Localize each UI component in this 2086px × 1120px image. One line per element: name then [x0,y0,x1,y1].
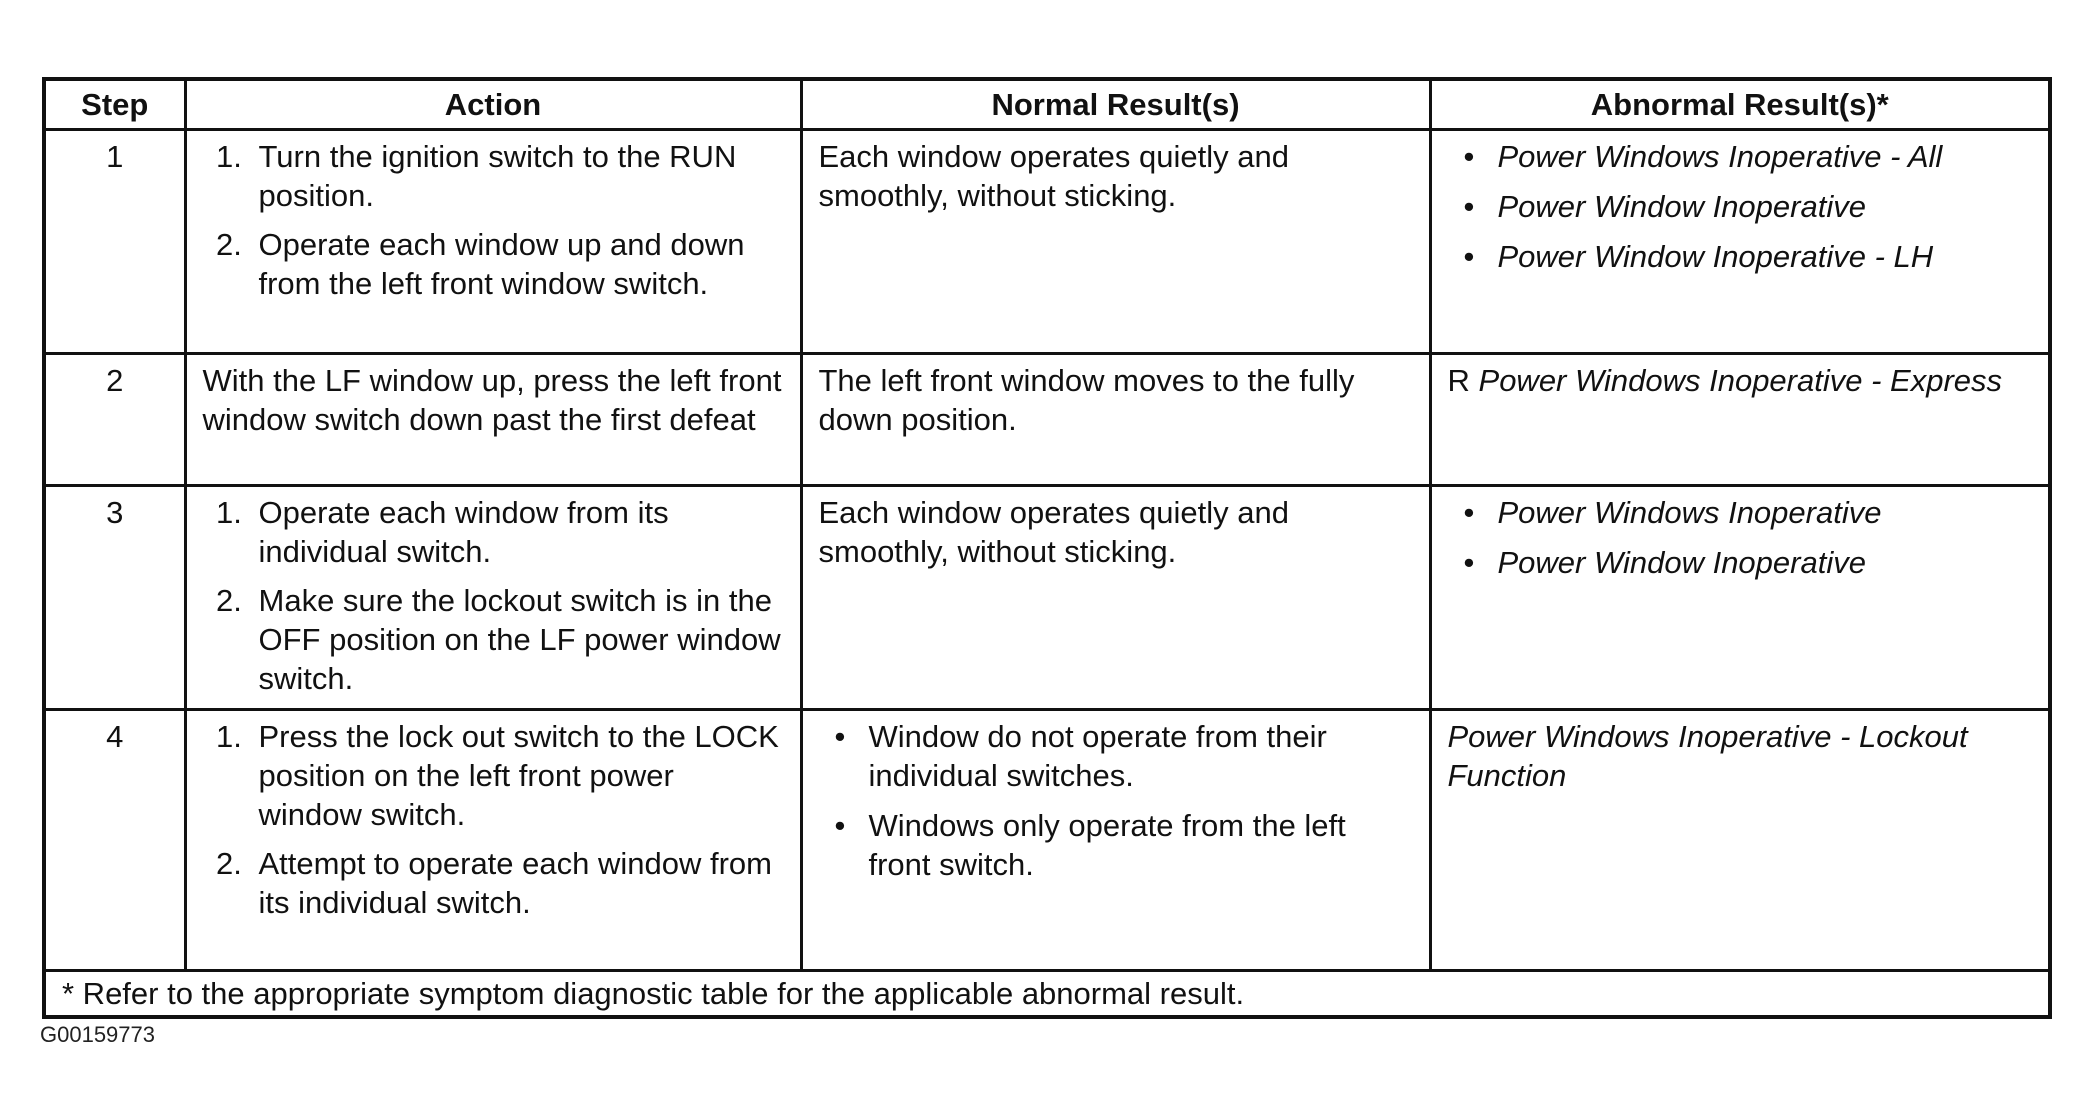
action-item: 2. Operate each window up and down from the left front window switch. [251,225,784,303]
header-step: Step [44,79,185,130]
diagnostic-table [42,77,2052,1019]
normal-result-cell [801,710,1430,971]
step-number: 1 [44,130,185,354]
step-number: 3 [44,486,185,710]
action-list [203,493,784,698]
abnormal-link[interactable]: • Power Window Inoperative [1498,543,2033,582]
action-cell [185,486,801,710]
header-action: Action [185,79,801,130]
action-cell [185,710,801,971]
abnormal-result-cell [1430,130,2050,354]
table-row [44,710,2050,971]
table-row [44,354,2050,486]
figure-id: G00159773 [40,1022,155,1047]
footnote: * Refer to the appropriate symptom diagnostic table for the applicable abnormal result. [44,971,2050,1018]
abnormal-result-cell [1430,486,2050,710]
action-item: 1. Press the lock out switch to the LOCK position on the left front power window switch. [251,717,784,834]
abnormal-link[interactable]: Power Windows Inoperative - Express [1478,363,2003,398]
action-list [203,717,784,922]
abnormal-list [1448,493,2033,582]
action-item: 2. Attempt to operate each window from its individual switch. [251,844,784,922]
step-number: 4 [44,710,185,971]
table-row [44,130,2050,354]
header-row [44,79,2050,130]
abnormal-result-cell [1430,354,2050,486]
action-item: 1. Operate each window from its individual switch. [251,493,784,571]
normal-result-cell: The left front window moves to the fully down position. [801,354,1430,486]
abnormal-prefix: R [1447,363,1470,398]
normal-result-cell: Each window operates quietly and smoothly, without sticking. [801,130,1430,354]
normal-list [819,717,1413,884]
action-item: 1. Turn the ignition switch to the RUN position. [251,137,784,215]
header-normal-results: Normal Result(s) [801,79,1430,130]
action-cell: With the LF window up, press the left front window switch down past the first defeat [185,354,801,486]
footnote-row [44,971,2050,1018]
action-item: 2. Make sure the lockout switch is in the OFF position on the LF power window switch. [251,581,784,698]
abnormal-list [1448,137,2033,276]
action-list [203,137,784,303]
normal-item: • Window do not operate from their individual switches. [869,717,1413,795]
abnormal-link[interactable]: • Power Windows Inoperative [1498,493,2033,532]
normal-result-cell: Each window operates quietly and smoothly, without sticking. [801,486,1430,710]
table-row [44,486,2050,710]
abnormal-link[interactable]: Power Windows Inoperative - Lockout Function [1430,710,2050,971]
abnormal-link[interactable]: • Power Window Inoperative - LH [1498,237,2033,276]
abnormal-link[interactable]: • Power Window Inoperative [1498,187,2033,226]
header-abnormal-results: Abnormal Result(s)* [1430,79,2050,130]
action-cell [185,130,801,354]
step-number: 2 [44,354,185,486]
normal-item: • Windows only operate from the left front switch. [869,806,1413,884]
abnormal-link[interactable]: • Power Windows Inoperative - All [1498,137,2033,176]
